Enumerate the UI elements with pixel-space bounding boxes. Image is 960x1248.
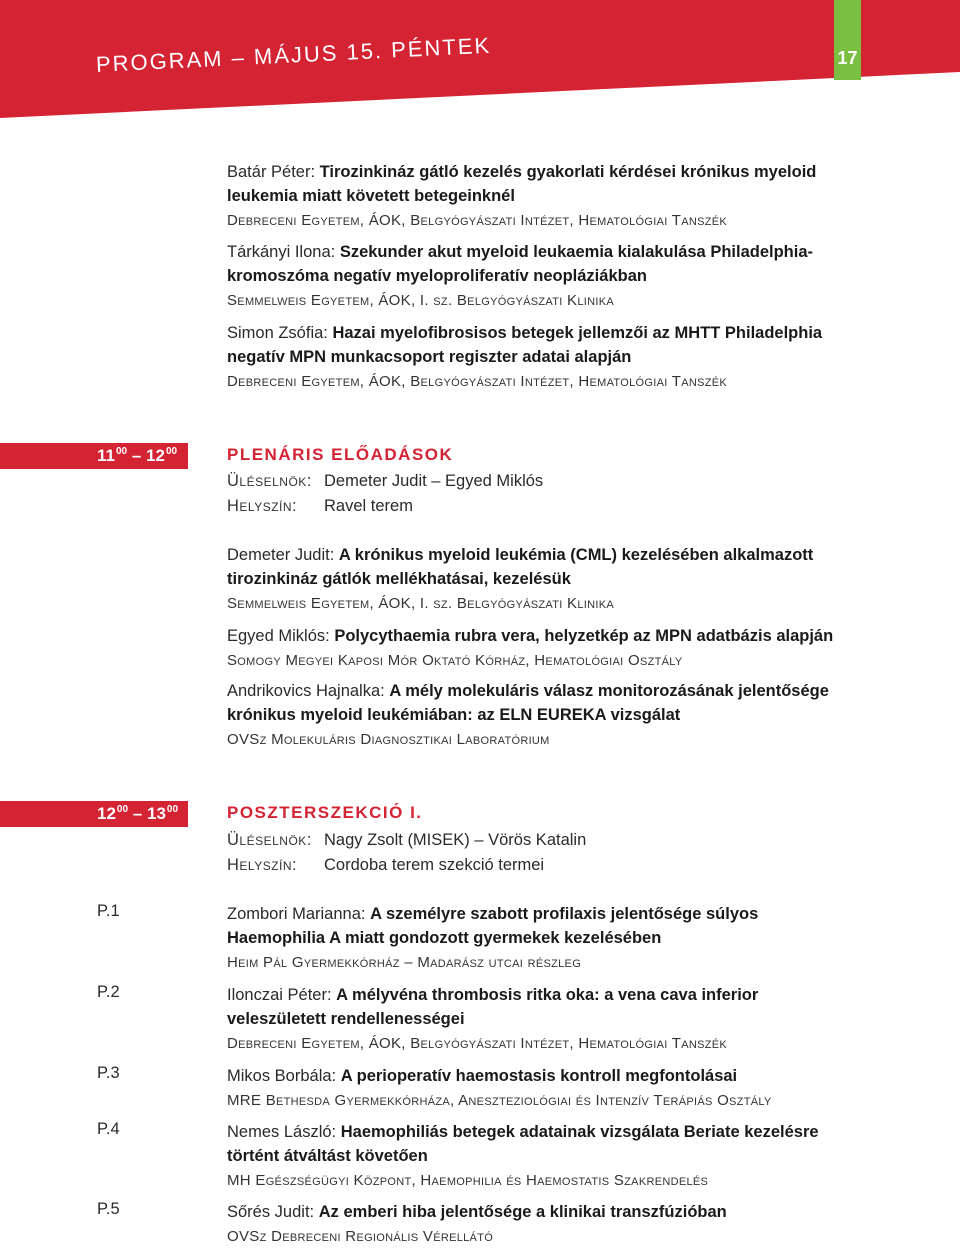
poster-affiliation: Heim Pál Gyermekkórház – Madarász utcai részleg — [227, 954, 582, 971]
talk-speaker: Andrikovics Hajnalka: — [227, 682, 385, 700]
poster-title-continued: történt átváltást követően — [227, 1147, 428, 1165]
poster-title: A perioperatív haemostasis kontroll megfontolásai — [340, 1067, 738, 1085]
talk-affiliation: Debreceni Egyetem, ÁOK, Belgyógyászati Intézet, Hematológiai Tanszék — [227, 373, 728, 390]
poster-title-line — [227, 1064, 867, 1088]
poster-title-line — [227, 983, 867, 1007]
talk-title: A krónikus myeloid leukémia (CML) kezelésében alkalmazott — [338, 546, 814, 564]
poster-item — [227, 983, 867, 1055]
time-start-hour: 12 — [97, 804, 116, 823]
talk-title-line — [227, 624, 867, 648]
talk-affiliation: Somogy Megyei Kaposi Mór Oktató Kórház, Hematológiai Osztály — [227, 652, 683, 669]
session-time-bar — [0, 443, 188, 469]
poster-item — [227, 902, 867, 974]
time-end-minutes: 00 — [165, 446, 178, 457]
page-number: 17 — [837, 48, 858, 68]
time-start-minutes: 00 — [116, 804, 129, 815]
talk-item — [227, 321, 867, 393]
talk-speaker: Demeter Judit: — [227, 546, 335, 564]
poster-speaker: Mikos Borbála: — [227, 1067, 337, 1085]
talk-title-line — [227, 240, 867, 264]
talk-item — [227, 240, 867, 312]
talk-title-continued: leukemia miatt követett betegeinknél — [227, 187, 515, 205]
talk-affiliation: OVSz Molekuláris Diagnosztikai Laboratórium — [227, 731, 550, 748]
session-time — [97, 446, 177, 466]
session-heading: POSZTERSZEKCIÓ I. — [227, 803, 423, 822]
talk-title-line — [227, 679, 867, 703]
poster-title-line — [227, 1200, 867, 1224]
talk-speaker: Batár Péter: — [227, 163, 316, 181]
talk-item — [227, 624, 867, 672]
poster-title-continued: Haemophilia A miatt gondozott gyermekek kezelésében — [227, 929, 662, 947]
time-start-minutes: 00 — [115, 446, 128, 457]
session-heading: PLENÁRIS ELŐADÁSOK — [227, 445, 454, 464]
talk-title: Szekunder akut myeloid leukaemia kialakulása Philadelphia- — [339, 243, 814, 261]
talk-title-continued: negatív MPN munkacsoport regiszter adatai alapján — [227, 348, 632, 366]
poster-affiliation: MRE Bethesda Gyermekkórháza, Aneszteziológiai és Intenzív Terápiás Osztály — [227, 1092, 772, 1109]
talk-speaker: Egyed Miklós: — [227, 627, 330, 645]
talk-item — [227, 679, 867, 751]
talk-title-continued: kromoszóma negatív myeloproliferatív neopláziákban — [227, 267, 647, 285]
poster-affiliation: Debreceni Egyetem, ÁOK, Belgyógyászati Intézet, Hematológiai Tanszék — [227, 1035, 728, 1052]
poster-affiliation: MH Egészségügyi Központ, Haemophilia és Haemostatis Szakrendelés — [227, 1172, 709, 1189]
talk-title-line — [227, 321, 867, 345]
session-chairs-row — [227, 828, 586, 852]
talk-item — [227, 543, 867, 615]
venue-value: Ravel terem — [324, 497, 413, 515]
time-separator: – — [132, 804, 143, 823]
session-chairs-row — [227, 469, 543, 493]
talk-title-line — [227, 543, 867, 567]
poster-code: P.3 — [97, 1064, 120, 1082]
poster-code: P.4 — [97, 1120, 120, 1138]
poster-title-continued: veleszületett rendellenességei — [227, 1010, 465, 1028]
poster-code: P.1 — [97, 902, 120, 920]
poster-speaker: Ilonczai Péter: — [227, 986, 332, 1004]
poster-title: A mélyvéna thrombosis ritka oka: a vena cava inferior — [336, 986, 759, 1004]
poster-code: P.2 — [97, 983, 120, 1001]
talk-title-continued: krónikus myeloid leukémiában: az ELN EUREKA vizsgálat — [227, 706, 681, 724]
talk-affiliation: Semmelweis Egyetem, ÁOK, I. sz. Belgyógyászati Klinika — [227, 292, 614, 309]
time-end-hour: 13 — [146, 804, 166, 823]
poster-item — [227, 1200, 867, 1248]
poster-code: P.5 — [97, 1200, 120, 1218]
poster-speaker: Nemes László: — [227, 1123, 337, 1141]
poster-title-line — [227, 1120, 867, 1144]
chairs-value: Demeter Judit – Egyed Miklós — [324, 472, 544, 490]
chairs-label: Üléselnök: — [227, 831, 312, 849]
talk-title: A mély molekuláris válasz monitorozásának jelentősége — [389, 682, 829, 700]
talk-title: Polycythaemia rubra vera, helyzetkép az MPN adatbázis alapján — [334, 627, 834, 645]
time-start-hour: 11 — [97, 446, 115, 465]
venue-label: Helyszín: — [227, 856, 298, 874]
venue-value: Cordoba terem szekció termei — [324, 856, 545, 874]
talk-title: Hazai myelofibrosisos betegek jellemzői az MHTT Philadelphia — [332, 324, 823, 342]
time-end-minutes: 00 — [166, 804, 179, 815]
session-venue-row — [227, 853, 544, 877]
talk-speaker: Tárkányi Ilona: — [227, 243, 336, 261]
poster-affiliation: OVSz Debreceni Regionális Vérellátó — [227, 1228, 494, 1245]
poster-title-line — [227, 902, 867, 926]
time-end-hour: 12 — [146, 446, 165, 465]
poster-title: Haemophiliás betegek adatainak vizsgálata Beriate kezelésre — [340, 1123, 819, 1141]
chairs-label: Üléselnök: — [227, 472, 312, 490]
venue-label: Helyszín: — [227, 497, 298, 515]
session-time-bar — [0, 801, 188, 827]
poster-title: Az emberi hiba jelentősége a klinikai transzfúzióban — [318, 1203, 727, 1221]
talk-title-line — [227, 160, 867, 184]
talk-title: Tirozinkináz gátló kezelés gyakorlati kérdései krónikus myeloid — [319, 163, 817, 181]
talk-title-continued: tirozinkináz gátlók mellékhatásai, kezelésük — [227, 570, 571, 588]
poster-item — [227, 1064, 867, 1112]
poster-item — [227, 1120, 867, 1192]
time-separator: – — [131, 446, 142, 465]
session-venue-row — [227, 494, 413, 518]
poster-speaker: Zombori Marianna: — [227, 905, 366, 923]
chairs-value: Nagy Zsolt (MISEK) – Vörös Katalin — [324, 831, 587, 849]
talk-item — [227, 160, 867, 232]
poster-speaker: Sőrés Judit: — [227, 1203, 315, 1221]
talk-affiliation: Debreceni Egyetem, ÁOK, Belgyógyászati Intézet, Hematológiai Tanszék — [227, 212, 728, 229]
session-time — [97, 804, 178, 824]
talk-speaker: Simon Zsófia: — [227, 324, 328, 342]
poster-title: A személyre szabott profilaxis jelentősége súlyos — [370, 905, 759, 923]
page-header-title: PROGRAM – MÁJUS 15. PÉNTEK — [95, 32, 492, 77]
talk-affiliation: Semmelweis Egyetem, ÁOK, I. sz. Belgyógyászati Klinika — [227, 595, 614, 612]
